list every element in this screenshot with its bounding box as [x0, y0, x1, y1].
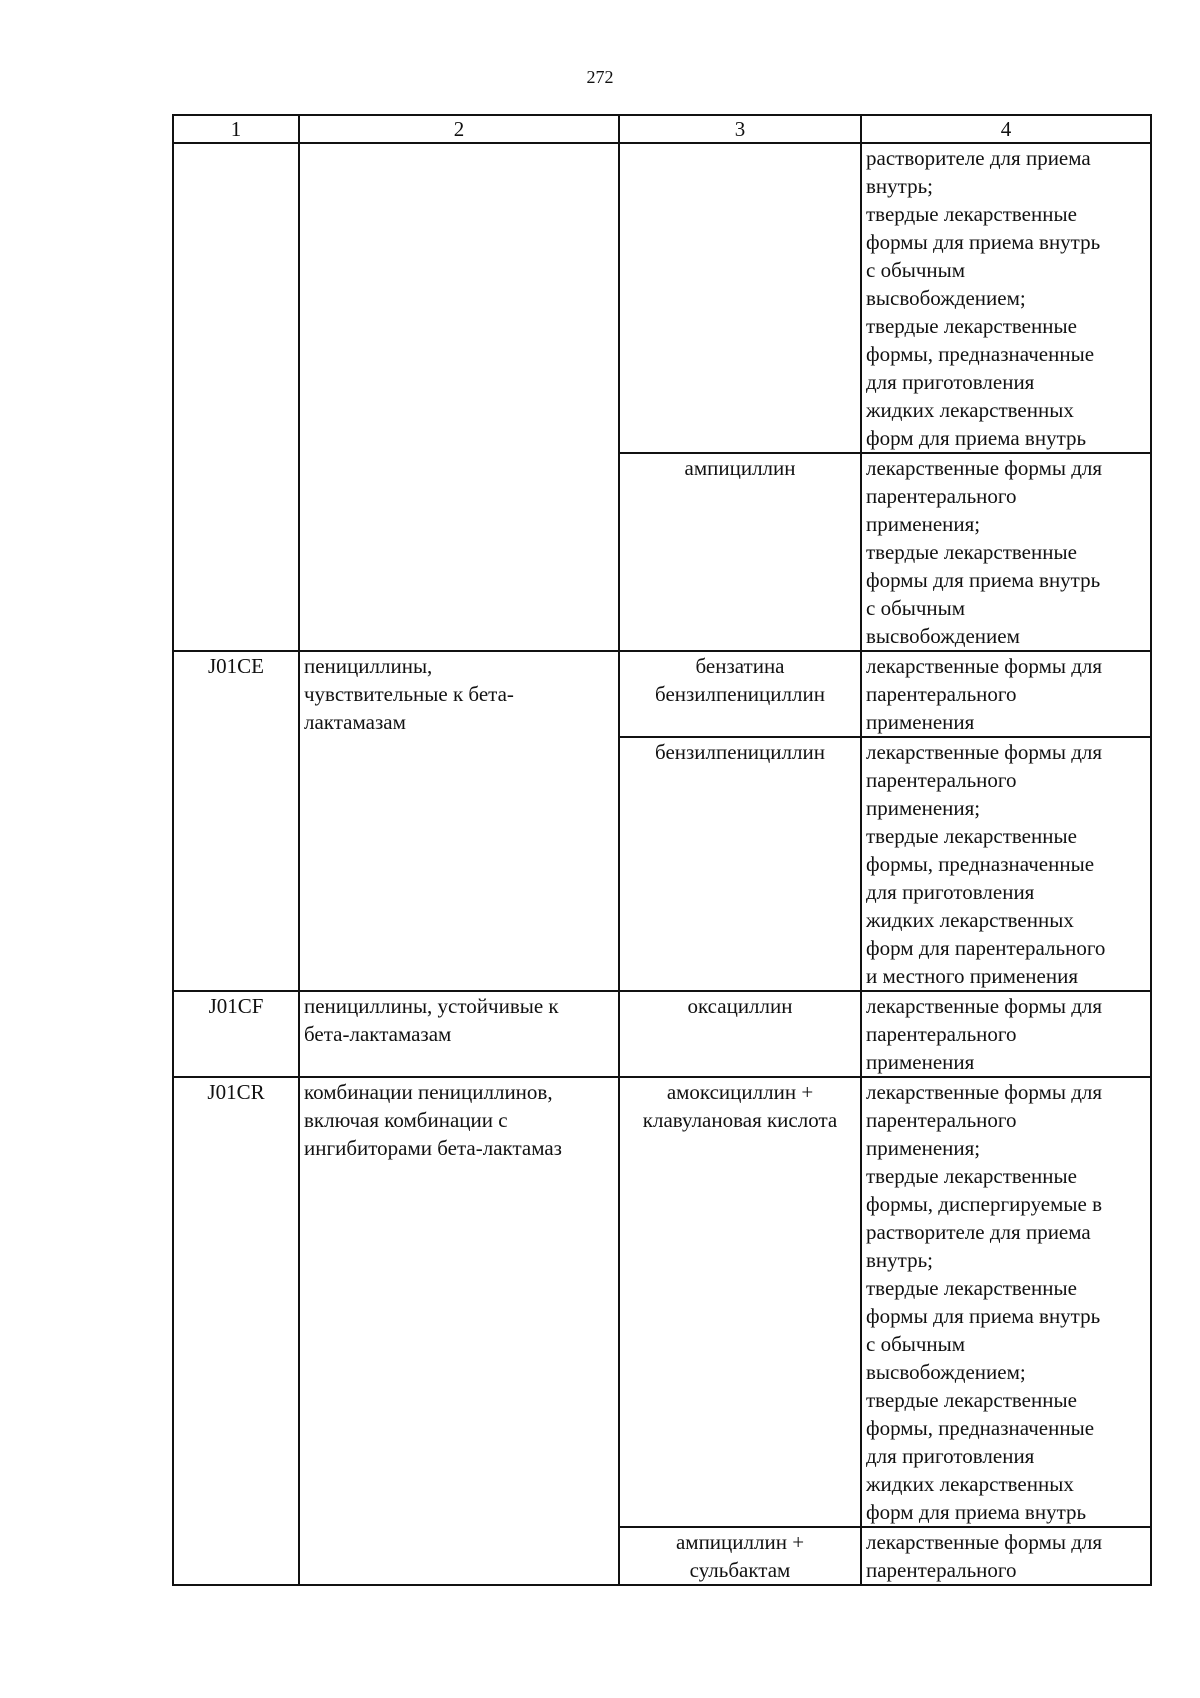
dosage-form-cell: лекарственные формы для парентерального применения; твердые лекарственные формы, диспергируемые в растворителе для приема внутрь; твердые лекарственные формы для приема внутрь с обычным высвобождением; твердые лекарственные формы, предназначенные для приготовления жидких лекарственных форм для приема внутрь [861, 1077, 1151, 1527]
group-name-cell: комбинации пенициллинов, включая комбинации с ингибиторами бета-лактамаз [299, 1077, 619, 1585]
page-number: 272 [586, 67, 614, 87]
drug-name-cell: бензилпенициллин [619, 737, 861, 991]
atc-code-cell: J01CF [173, 991, 299, 1077]
drug-name-cell: оксациллин [619, 991, 861, 1077]
dosage-form-cell: лекарственные формы для парентерального [861, 1527, 1151, 1585]
dosage-form-cell: лекарственные формы для парентерального применения [861, 991, 1151, 1077]
group-name-cell: пенициллины, чувствительные к бета- лактамазам [299, 651, 619, 991]
column-header-3: 3 [619, 115, 861, 143]
dosage-form-cell: лекарственные формы для парентерального применения; твердые лекарственные формы, предназначенные для приготовления жидких лекарственных форм для парентерального и местного применения [861, 737, 1151, 991]
dosage-form-cell: растворителе для приема внутрь; твердые лекарственные формы для приема внутрь с обычным высвобождением; твердые лекарственные формы, предназначенные для приготовления жидких лекарственных форм для приема внутрь [861, 143, 1151, 453]
table-header-row [173, 115, 1151, 143]
drug-name-cell [619, 143, 861, 453]
table-row [173, 1077, 1151, 1527]
drug-table [172, 114, 1152, 1586]
dosage-form-cell: лекарственные формы для парентерального применения; твердые лекарственные формы для приема внутрь с обычным высвобождением [861, 453, 1151, 651]
atc-code-cell: J01CR [173, 1077, 299, 1585]
drug-name-cell: ампициллин [619, 453, 861, 651]
group-name-cell [299, 143, 619, 651]
drug-name-cell: бензатина бензилпенициллин [619, 651, 861, 737]
column-header-1: 1 [173, 115, 299, 143]
column-header-4: 4 [861, 115, 1151, 143]
drug-name-cell: амоксициллин + клавулановая кислота [619, 1077, 861, 1527]
drug-name-cell: ампициллин + сульбактам [619, 1527, 861, 1585]
atc-code-cell: J01CE [173, 651, 299, 991]
group-name-cell: пенициллины, устойчивые к бета-лактамазам [299, 991, 619, 1077]
column-header-2: 2 [299, 115, 619, 143]
table-row [173, 143, 1151, 453]
atc-code-cell [173, 143, 299, 651]
table-row [173, 651, 1151, 737]
dosage-form-cell: лекарственные формы для парентерального применения [861, 651, 1151, 737]
table-row [173, 991, 1151, 1077]
